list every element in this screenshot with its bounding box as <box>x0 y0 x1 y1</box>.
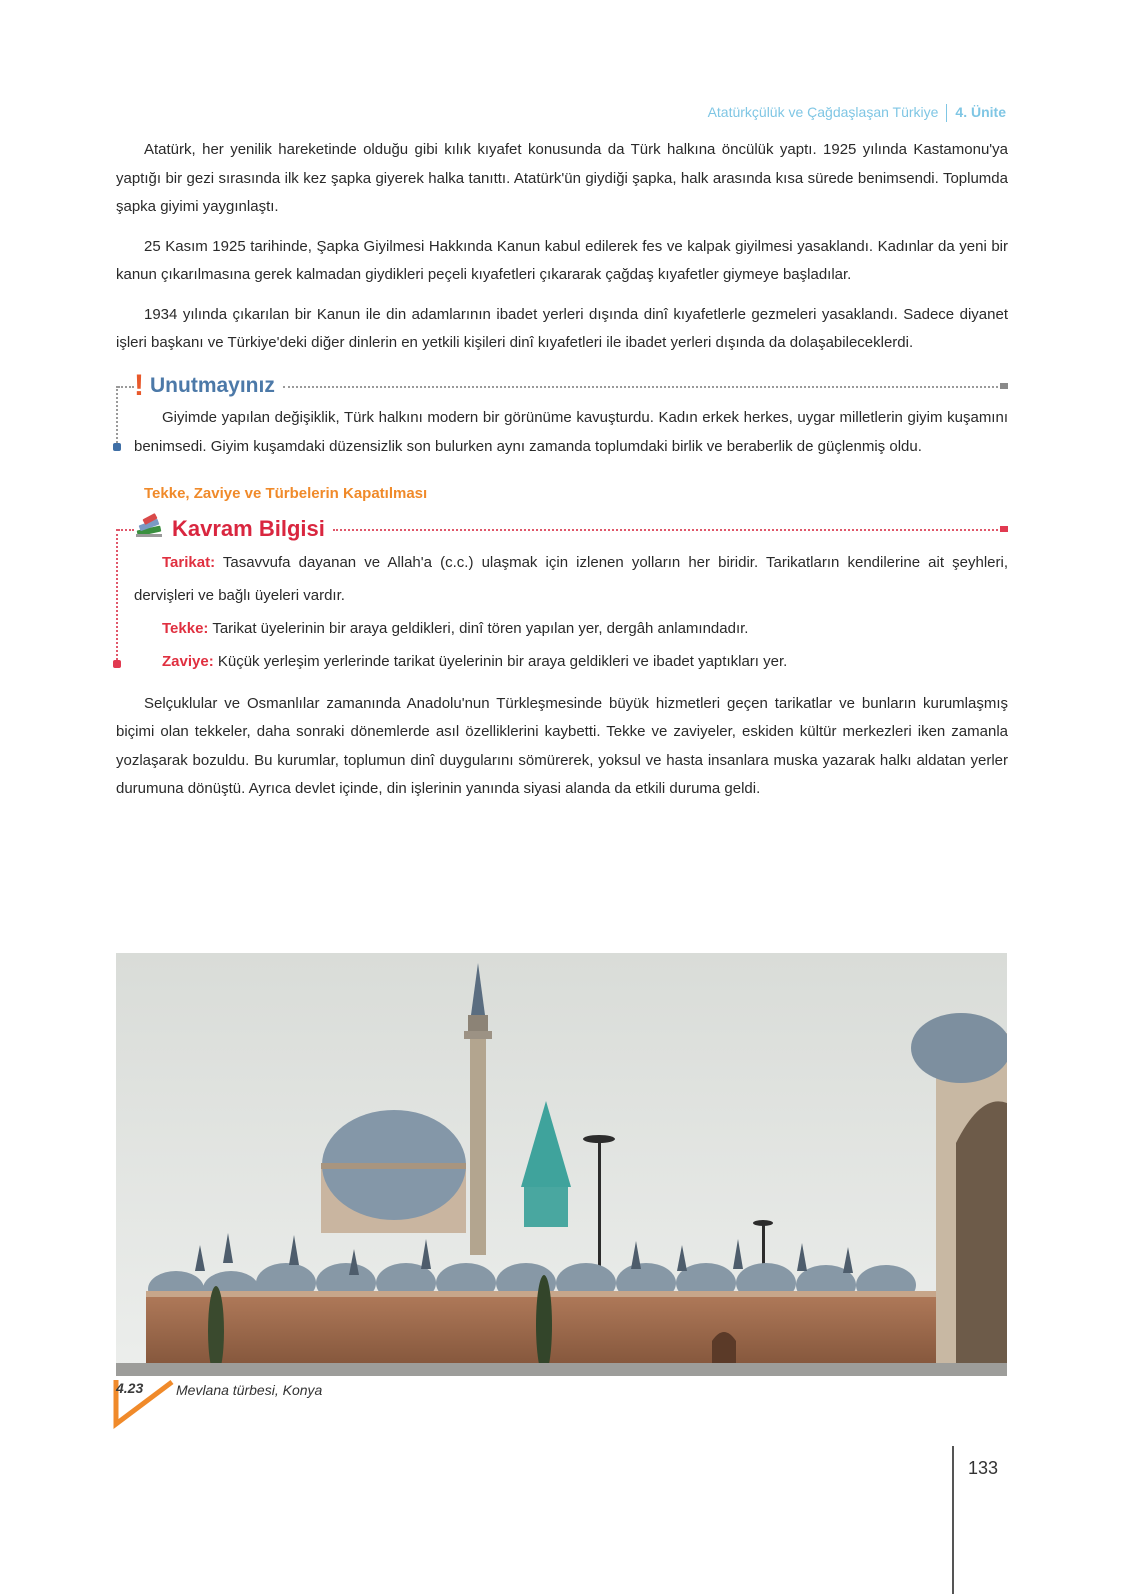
unutmayiniz-title: Unutmayınız <box>150 373 275 397</box>
header-divider <box>946 104 947 122</box>
section-heading: Tekke, Zaviye ve Türbelerin Kapatılması <box>144 484 428 502</box>
dotted-rule <box>283 386 998 388</box>
paragraph-2: 25 Kasım 1925 tarihinde, Şapka Giyilmesi Hakkında Kanun kabul edilerek fes ve kalpak giyilmesi yasaklandı. Kadınlar da yeni bir kanun çıkarılmasına gerek kalmadan giydikleri peçeli kıyafetleri çıkararak çağdaş kıyafetler giymeye başladılar. <box>116 237 1008 283</box>
term-definition: Küçük yerleşim yerlerinde tarikat üyelerinin bir araya geldikleri ve ibadet yaptıkları yer. <box>213 652 788 670</box>
term-label: Tekke: <box>162 619 209 637</box>
box-bullet <box>113 443 121 451</box>
box-dotted-border <box>116 529 118 664</box>
term-label: Zaviye: <box>162 652 214 670</box>
box-bullet <box>113 660 121 668</box>
term-label: Tarikat: <box>162 553 216 571</box>
term-definition: Tasavvufa dayanan ve Allah'a (c.c.) ulaşmak için izlenen yolların her biridir. Tarikatların kendilerine ait şeyhleri, dervişleri ve bağlı üyeleri vardır. <box>134 553 1008 604</box>
rule-end-marker <box>1000 383 1008 389</box>
definition-tarikat <box>134 546 1008 612</box>
page-header <box>708 104 1006 122</box>
figure-number: 4.23 <box>116 1380 144 1396</box>
dotted-lead <box>118 386 134 388</box>
kavram-header <box>134 512 1008 546</box>
definition-tekke <box>134 612 1008 645</box>
exclamation-icon: ! <box>134 368 144 402</box>
books-icon <box>134 512 164 545</box>
unit-label: 4. Ünite <box>955 104 1006 120</box>
dotted-lead <box>118 529 134 531</box>
figure-caption: Mevlana türbesi, Konya <box>176 1382 323 1398</box>
page-number: 133 <box>968 1458 999 1478</box>
unutmayiniz-text: Giyimde yapılan değişiklik, Türk halkını modern bir görünüme kavuşturdu. Kadın erkek herkes, uygar milletlerin giyim kuşamını benimsedi. Giyim kuşamdaki düzensizlik son bulurken aynı zamanda toplumdaki birlik ve beraberlik de güçlenmiş oldu. <box>134 408 1008 455</box>
paragraph-1: Atatürk, her yenilik hareketinde olduğu gibi kılık kıyafet konusunda da Türk halkına öncülük yaptı. 1925 yılında Kastamonu'ya yaptığı bir gezi sırasında ilk kez şapka giyerek halka tanıttı. Atatürk'ün giydiği şapka, halk arasında kısa sürede benimsendi. Toplumda şapka giyimi yaygınlaştı. <box>116 141 1008 215</box>
box-dotted-border <box>116 386 118 447</box>
dotted-rule <box>333 529 998 531</box>
term-definition: Tarikat üyelerinin bir araya geldikleri, dinî tören yapılan yer, dergâh anlamındadır. <box>208 619 749 637</box>
rule-end-marker <box>1000 526 1008 532</box>
kavram-title: Kavram Bilgisi <box>172 515 325 541</box>
page-content <box>116 136 1008 815</box>
paragraph-4: Selçuklular ve Osmanlılar zamanında Anadolu'nun Türkleşmesinde büyük hizmetleri geçen tarikatlar ve bunların kurumlaşmış biçimi olan tekkeler, daha sonraki dönemlerde asıl özelliklerini kaybetti. Tekke ve zaviyeler, eskiden kültür merkezleri iken zamanla yozlaşarak bozuldu. Bu kurumlar, toplumun dinî duygularını sömürerek, yoksul ve hasta insanlara muska yazarak halkı aldatan yerler durumuna dönüştü. Ayrıca devlet içinde, din işlerinin yanında siyasi alanda da etkili duruma geldi. <box>116 694 1008 797</box>
figure-photo-mevlana <box>116 953 1007 1376</box>
page-number-rule <box>952 1446 954 1594</box>
unutmayiniz-header <box>134 369 1008 403</box>
kavram-bilgisi-box <box>116 512 1008 678</box>
definition-zaviye <box>134 645 1008 678</box>
chapter-title: Atatürkçülük ve Çağdaşlaşan Türkiye <box>707 104 939 120</box>
paragraph-3: 1934 yılında çıkarılan bir Kanun ile din adamlarının ibadet yerleri dışında dinî kıyafetlerle gezmeleri yasaklandı. Sadece diyanet işleri başkanı ve Türkiye'deki diğer dinlerin en yetkili kişileri dinî kıyafetleri ile ibadet yerleri dışında da dolaşabileceklerdi. <box>116 305 1008 351</box>
unutmayiniz-box <box>116 369 1008 461</box>
